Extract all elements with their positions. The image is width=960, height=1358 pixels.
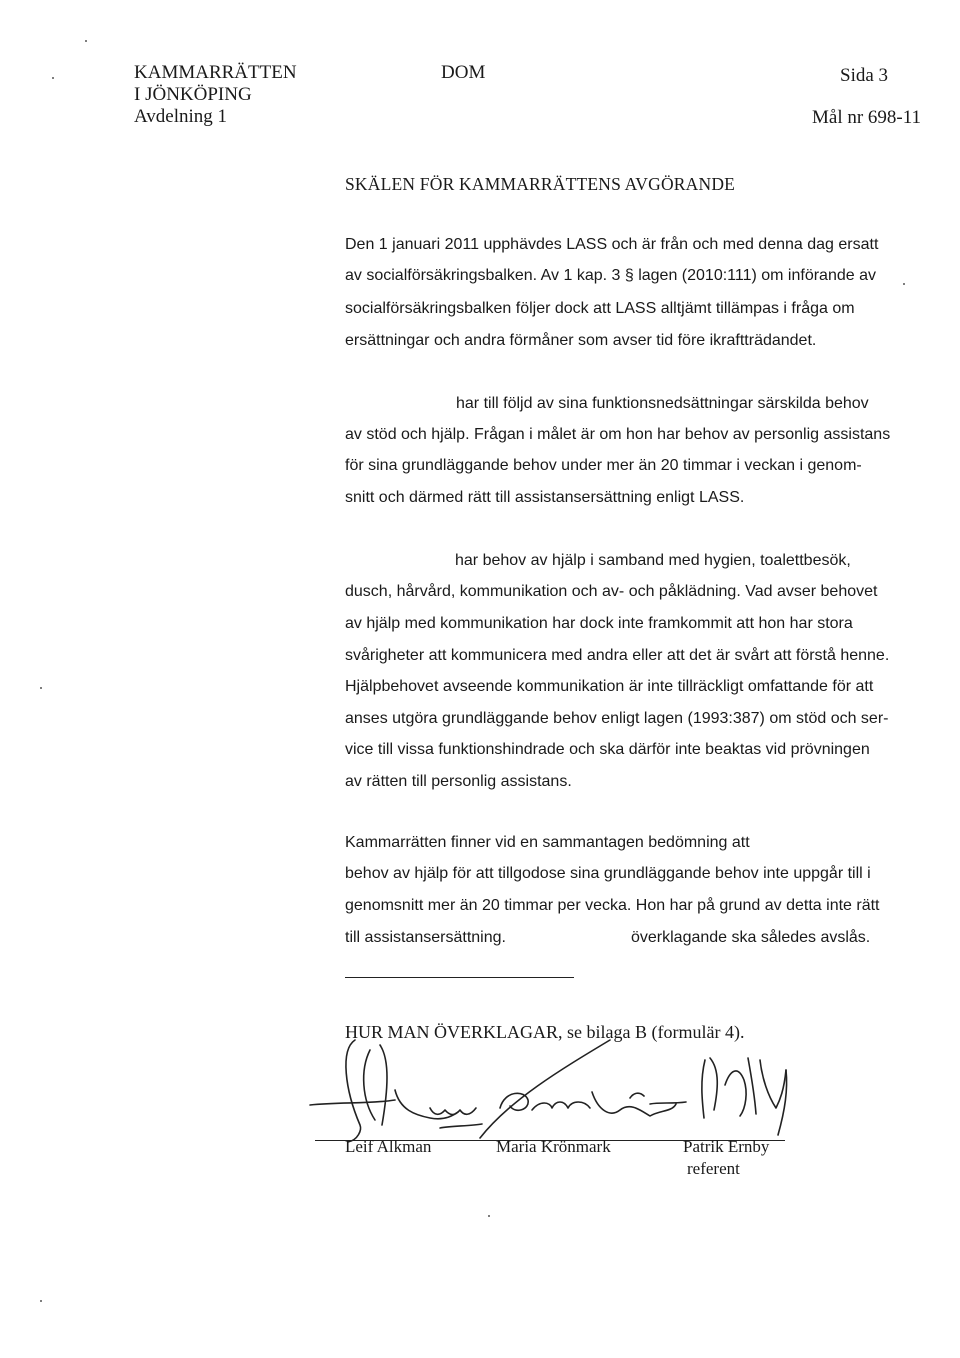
text-line: har behov av hjälp i samband med hygien, toalettbesök, [455, 552, 851, 569]
text-line: av hjälp med kommunikation har dock inte framkommit att hon har stora [345, 615, 853, 632]
text-line: till assistansersättning. [345, 929, 506, 946]
text-line: genomsnitt mer än 20 timmar per vecka. Hon har på grund av detta inte rätt [345, 897, 880, 914]
text-line: av rätten till personlig assistans. [345, 773, 572, 790]
text-line: snitt och därmed rätt till assistansersättning enligt LASS. [345, 489, 745, 506]
text-line: Kammarrätten finner vid en sammantagen bedömning att [345, 834, 750, 851]
text-line: svårigheter att kommunicera med andra eller att det är svårt att förstå henne. [345, 647, 890, 664]
court-name-line1: KAMMARRÄTTEN [134, 62, 297, 83]
signatory-2-name: Maria Krönmark [496, 1137, 611, 1156]
case-number: Mål nr 698-11 [812, 107, 922, 128]
section-title: SKÄLEN FÖR KAMMARRÄTTENS AVGÖRANDE [345, 174, 736, 194]
text-line: anses utgöra grundläggande behov enligt lagen (1993:387) om stöd och ser- [345, 710, 889, 727]
scan-speck [40, 1300, 42, 1302]
text-line: överklagande ska således avslås. [631, 929, 871, 946]
signatory-3-name: Patrik Ernby [683, 1137, 770, 1156]
appeal-instructions: HUR MAN ÖVERKLAGAR, se bilaga B (formulär 4). [345, 1022, 745, 1042]
signatory-3-role: referent [687, 1159, 740, 1178]
text-line: för sina grundläggande behov under mer än 20 timmar i veckan i genom- [345, 457, 862, 474]
text-line: ersättningar och andra förmåner som avser tid före ikraftträdandet. [345, 332, 817, 349]
scan-speck [40, 687, 42, 689]
scan-speck [903, 283, 905, 285]
court-name-line2: I JÖNKÖPING [134, 84, 252, 105]
page-number: Sida 3 [840, 65, 889, 86]
scan-speck [85, 40, 87, 42]
text-line: vice till vissa funktionshindrade och ska därför inte beaktas vid prövningen [345, 741, 870, 758]
text-line: socialförsäkringsbalken följer dock att LASS alltjämt tillämpas i fråga om [345, 300, 855, 317]
handwritten-signatures [300, 1030, 800, 1145]
separator-line [345, 977, 574, 978]
text-line: dusch, hårvård, kommunikation och av- och påklädning. Vad avser behovet [345, 583, 878, 600]
text-line: Hjälpbehovet avseende kommunikation är inte tillräckligt omfattande för att [345, 678, 874, 695]
text-line: Den 1 januari 2011 upphävdes LASS och är från och med denna dag ersatt [345, 236, 879, 253]
scan-speck [488, 1215, 490, 1217]
scan-speck [52, 77, 54, 79]
text-line: av stöd och hjälp. Frågan i målet är om hon har behov av personlig assistans [345, 426, 891, 443]
text-line: har till följd av sina funktionsnedsättningar särskilda behov [456, 395, 869, 412]
signatory-1-name: Leif Alkman [345, 1137, 432, 1156]
text-line: behov av hjälp för att tillgodose sina grundläggande behov inte uppgår till i [345, 865, 871, 882]
document-type: DOM [441, 62, 486, 83]
text-line: av socialförsäkringsbalken. Av 1 kap. 3 § lagen (2010:111) om införande av [345, 267, 876, 284]
division: Avdelning 1 [134, 106, 228, 127]
